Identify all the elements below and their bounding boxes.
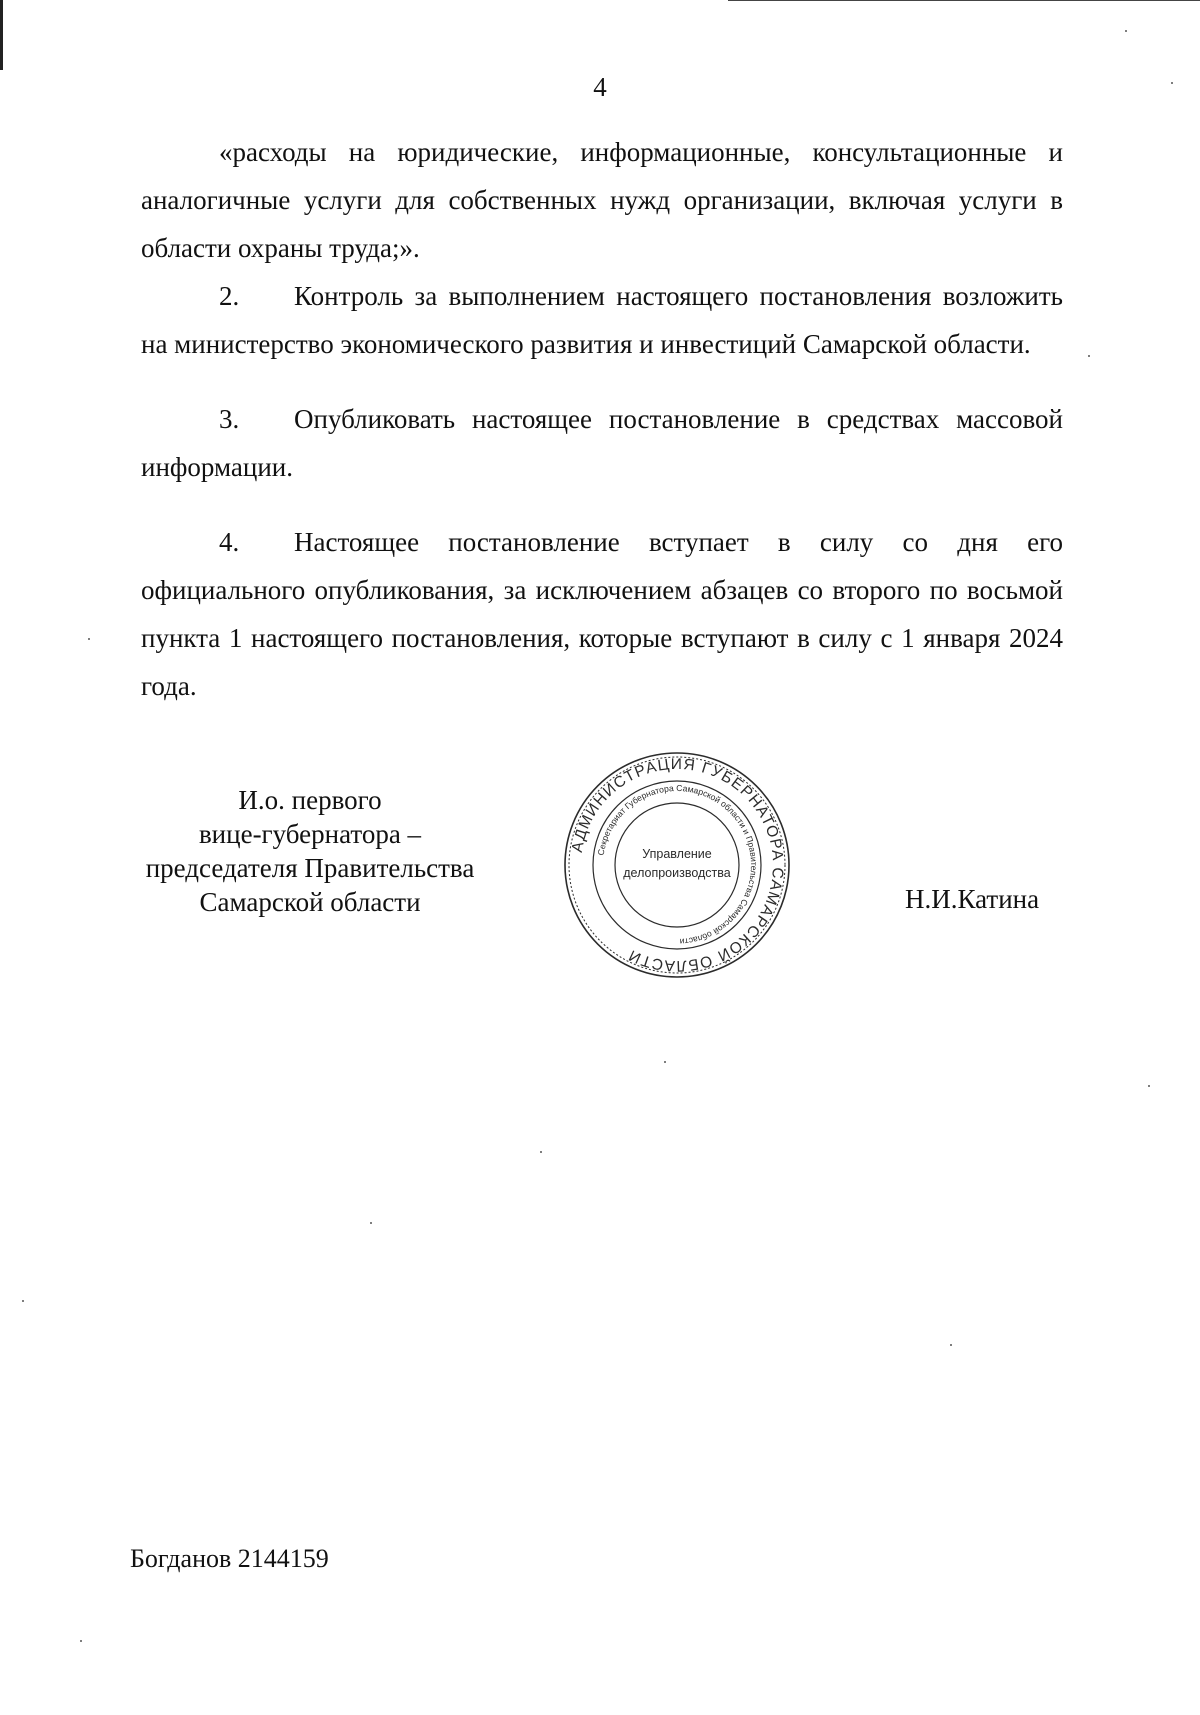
scan-top-line [728,0,1200,1]
scan-speck [1088,355,1090,357]
seal-center-line: Управление [642,847,712,861]
signatory-name: Н.И.Катина [905,884,1040,914]
item-text: Настоящее постановление вступает в силу со дня его официального опубликования, за исключением абзацев со второго по восьмой пункта 1 настоящего постановления, которые вступают в силу с 1 января 2024 года. [141,527,1063,701]
executor-note: Богданов 2144159 [130,1544,329,1573]
list-item [141,395,1063,491]
continuation-paragraph: «расходы на юридические, информационные, консультационные и аналогичные услуги для собственных нужд организации, включая услуги в области охраны труда;». [141,137,1063,263]
seal-inner-ring [615,803,739,927]
scan-speck [1171,82,1173,84]
item-number: 3. [219,404,240,434]
scan-speck [80,1640,82,1642]
list-item [141,518,1063,710]
item-number: 2. [219,281,240,311]
scan-speck [22,1300,24,1302]
signatory-position [140,783,480,919]
scan-edge-mark [0,0,3,70]
seal-outer-text: АДМИНИСТРАЦИЯ ГУБЕРНАТОРА САМАРСКОЙ ОБЛАСТИ [568,755,787,975]
scan-speck [88,638,90,640]
item-number: 4. [219,527,240,557]
position-line: Самарской области [199,887,421,917]
official-seal [562,750,792,980]
item-text: Опубликовать настоящее постановление в средствах массовой информации. [141,404,1063,482]
seal-middle-ring [593,781,761,949]
position-line: председателя Правительства [145,853,475,883]
item-text: Контроль за выполнением настоящего постановления возложить на министерство экономического развития и инвестиций Самарской области. [141,281,1063,359]
scan-speck [950,1344,952,1346]
scan-speck [664,1061,666,1063]
scan-speck [540,1151,542,1153]
seal-center-line: делопроизводства [623,866,731,880]
scan-speck [1125,30,1127,32]
page-number: 4 [593,72,607,102]
scan-speck [1148,1085,1150,1087]
seal-inner-text: Секретариат Губернатора Самарской области и Правительства Самарской области [595,782,760,947]
position-line: И.о. первого [238,785,382,815]
list-item [141,272,1063,368]
document-body [141,128,1063,737]
scan-speck [370,1222,372,1224]
position-line: вице-губернатора – [198,819,422,849]
